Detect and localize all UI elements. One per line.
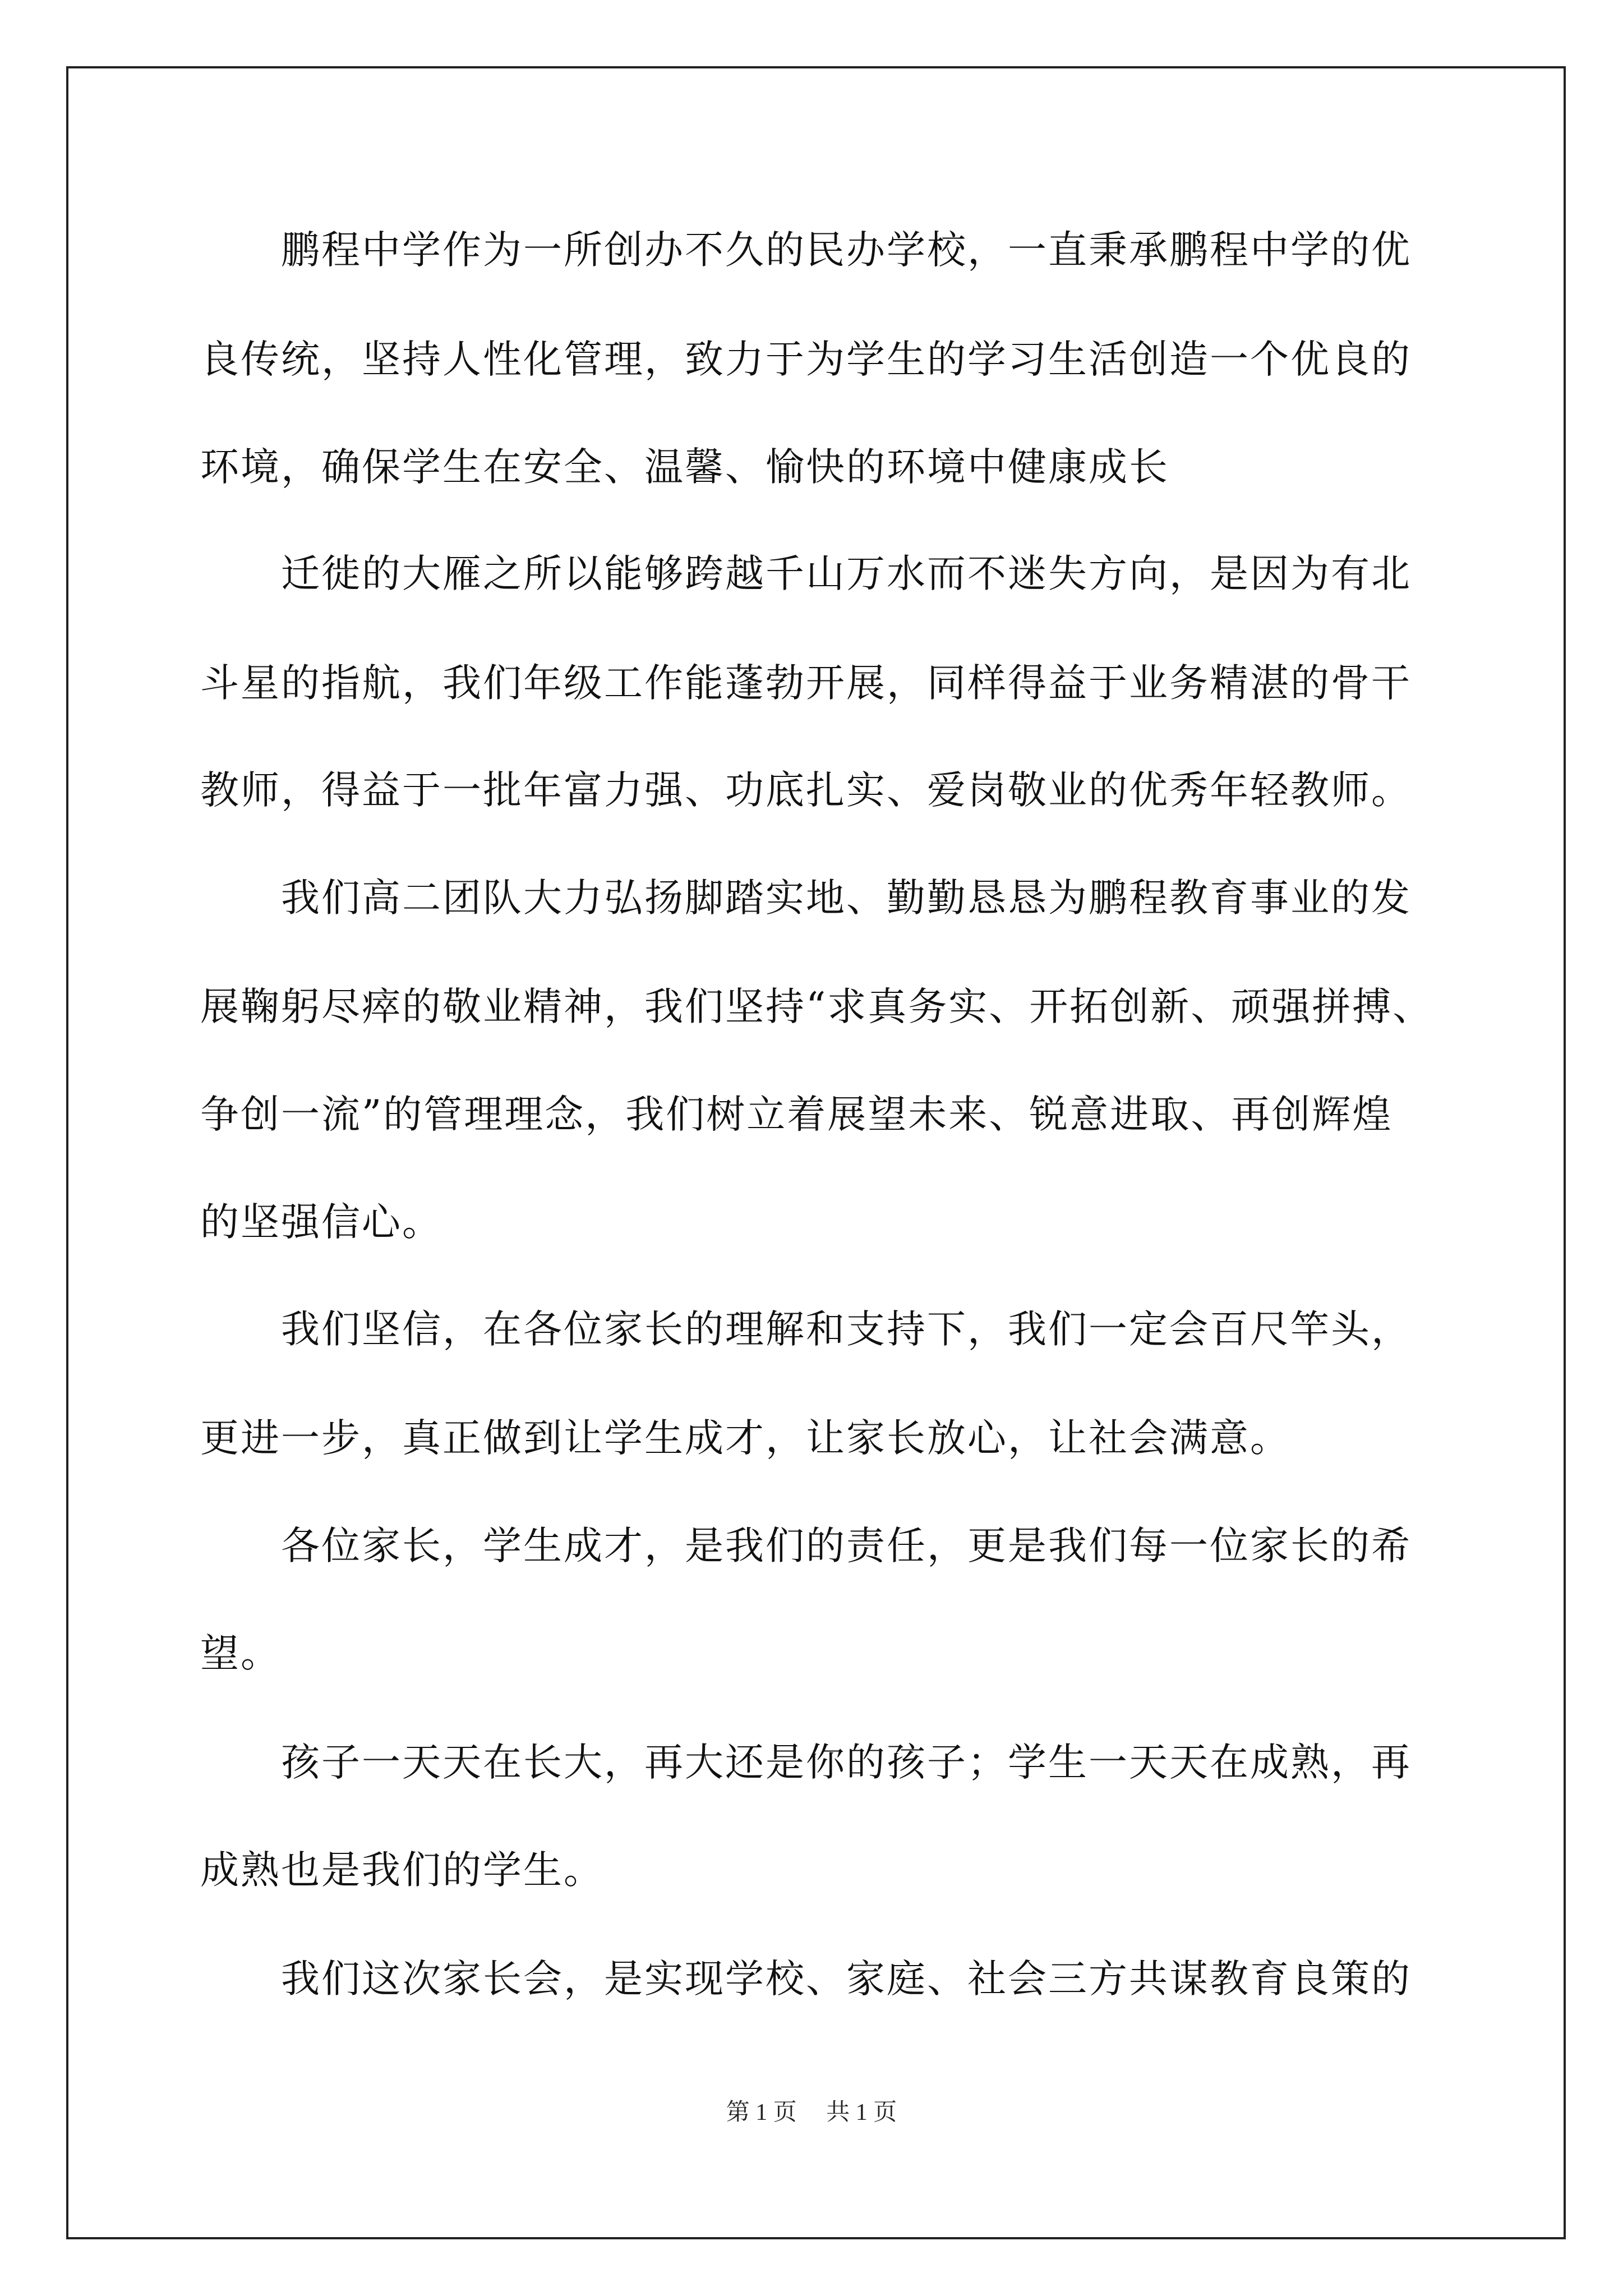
text-line: 环境，确保学生在安全、温馨、愉快的环境中健康成长 (200, 445, 1169, 490)
page-number-footer: 第 1 页 共 1 页 (726, 2100, 897, 2125)
text-line: 我们高二团队大力弘扬脚踏实地、勤勤恳恳为鹏程教育事业的发 (200, 876, 1412, 921)
text-line: 各位家长，学生成才，是我们的责任，更是我们每一位家长的希 (200, 1524, 1412, 1568)
text-line: 更进一步，真正做到让学生成才，让家长放心，让社会满意。 (200, 1416, 1290, 1461)
text-line: 迁徙的大雁之所以能够跨越千山万水而不迷失方向，是因为有北 (200, 551, 1412, 596)
page-border (66, 66, 1566, 2239)
text-line: 孩子一天天在长大，再大还是你的孩子；学生一天天在成熟，再 (200, 1740, 1412, 1785)
text-line: 我们坚信，在各位家长的理解和支持下，我们一定会百尺竿头， (200, 1307, 1412, 1352)
text-line: 成熟也是我们的学生。 (200, 1848, 604, 1893)
text-line: 我们这次家长会，是实现学校、家庭、社会三方共谋教育良策的 (200, 1957, 1412, 2001)
text-line: 争创一流”的管理理念，我们树立着展望未来、锐意进取、再创辉煌 (200, 1092, 1393, 1137)
text-line: 鹏程中学作为一所创办不久的民办学校，一直秉承鹏程中学的优 (200, 228, 1412, 273)
text-line: 展鞠躬尽瘁的敬业精神，我们坚持“求真务实、开拓创新、顽强拼搏、 (200, 984, 1433, 1029)
text-line: 的坚强信心。 (200, 1200, 442, 1245)
text-line: 良传统，坚持人性化管理，致力于为学生的学习生活创造一个优良的 (200, 337, 1412, 382)
text-line: 斗星的指航，我们年级工作能蓬勃开展，同样得益于业务精湛的骨干 (200, 661, 1412, 706)
text-line: 教师，得益于一批年富力强、功底扎实、爱岗敬业的优秀年轻教师。 (200, 768, 1412, 813)
text-line: 望。 (200, 1631, 281, 1676)
